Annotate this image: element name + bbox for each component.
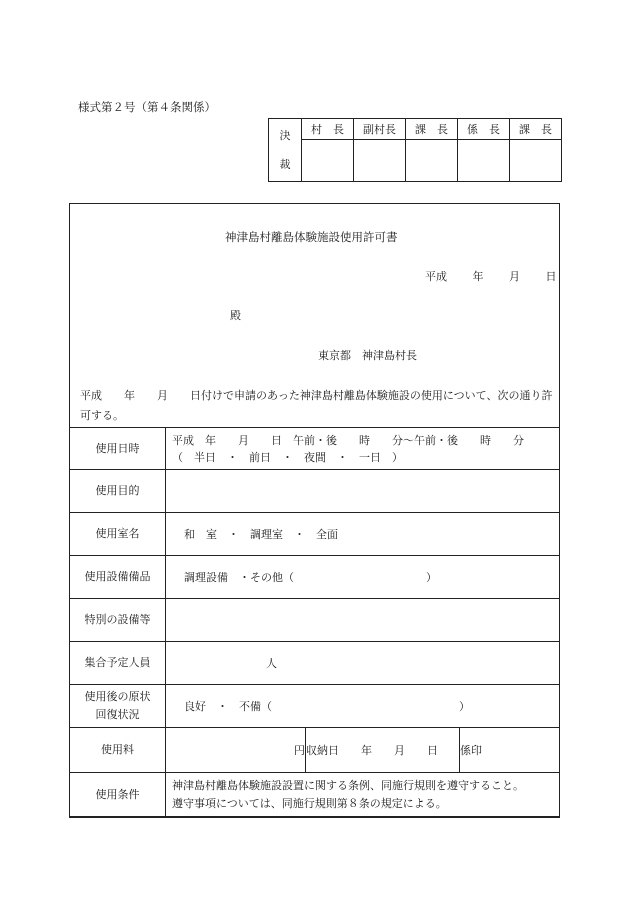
- issuer: 東京都 神津島村長: [318, 349, 417, 362]
- date-month: 月: [509, 270, 520, 283]
- fee-cell: [166, 728, 560, 773]
- approval-stamp-cell: [406, 140, 458, 182]
- approval-col-3: 課 長: [406, 119, 458, 140]
- approval-label: [269, 119, 302, 182]
- attendees-value: 人: [166, 642, 560, 685]
- usage-date-line2: （ 半日 ・ 前日 ・ 夜間 ・ 一日 ）: [172, 450, 403, 464]
- restore-value: 良好 ・ 不備（ ）: [166, 685, 560, 728]
- approval-stamp-table: [268, 118, 562, 182]
- approval-stamp-cell: [458, 140, 510, 182]
- label-restore-line2: 回復状況: [95, 708, 140, 721]
- date-day: 日: [545, 270, 557, 283]
- approval-label-top: 決: [279, 129, 291, 142]
- approval-col-1: 村 長: [302, 119, 354, 140]
- fee-subtable: [166, 728, 559, 772]
- fee-seal: 係印: [460, 744, 482, 757]
- room-value: 和 室 ・ 調理室 ・ 全面: [166, 513, 560, 556]
- approval-col-5: 課 長: [510, 119, 562, 140]
- date-era: 平成: [425, 270, 447, 283]
- approval-stamp-cell: [302, 140, 354, 182]
- approval-col-4: 係 長: [458, 119, 510, 140]
- approval-stamp-cell: [354, 140, 406, 182]
- purpose-value: [166, 470, 560, 513]
- date-year: 年: [472, 270, 484, 283]
- issue-date: [425, 268, 557, 284]
- form-number: 様式第２号（第４条関係）: [78, 100, 216, 114]
- approval-col-2: 副村長: [354, 119, 406, 140]
- label-room: 使用室名: [70, 513, 166, 556]
- usage-date-cell: [166, 428, 560, 470]
- fee-received-date: 収納日 年 月 日: [306, 728, 460, 772]
- permit-body-text: 平成 年 月 日付けで申請のあった神津島村離島体験施設の使用について、次の通り許可する。: [80, 389, 553, 422]
- label-conditions: 使用条件: [70, 773, 166, 818]
- label-special: 特別の設備等: [70, 599, 166, 642]
- label-restore: [70, 685, 166, 728]
- conditions-cell: [166, 773, 560, 818]
- fee-amount: 円: [166, 728, 306, 772]
- label-restore-line1: 使用後の原状: [84, 690, 151, 703]
- conditions-line2: 遵守事項については、同施行規則第８条の規定による。: [172, 797, 447, 810]
- conditions-line1: 神津島村離島体験施設設置に関する条例、同施行規則を遵守すること。: [172, 779, 524, 792]
- equipment-value: 調理設備 ・その他（ ）: [166, 556, 560, 599]
- label-purpose: 使用目的: [70, 470, 166, 513]
- permit-detail-table: [69, 427, 560, 818]
- label-usage-date: 使用日時: [70, 428, 166, 470]
- special-value: [166, 599, 560, 642]
- label-attendees: 集合予定人員: [70, 642, 166, 685]
- approval-stamp-cell: [510, 140, 562, 182]
- addressee-suffix: 殿: [230, 309, 241, 322]
- label-equipment: 使用設備備品: [70, 556, 166, 599]
- usage-date-line1: 平成 年 月 日 午前・後 時 分～午前・後 時 分: [172, 433, 524, 447]
- label-fee: 使用料: [70, 728, 166, 773]
- approval-label-bottom: 裁: [279, 158, 291, 171]
- document-title: 神津島村離島体験施設使用許可書: [225, 230, 398, 244]
